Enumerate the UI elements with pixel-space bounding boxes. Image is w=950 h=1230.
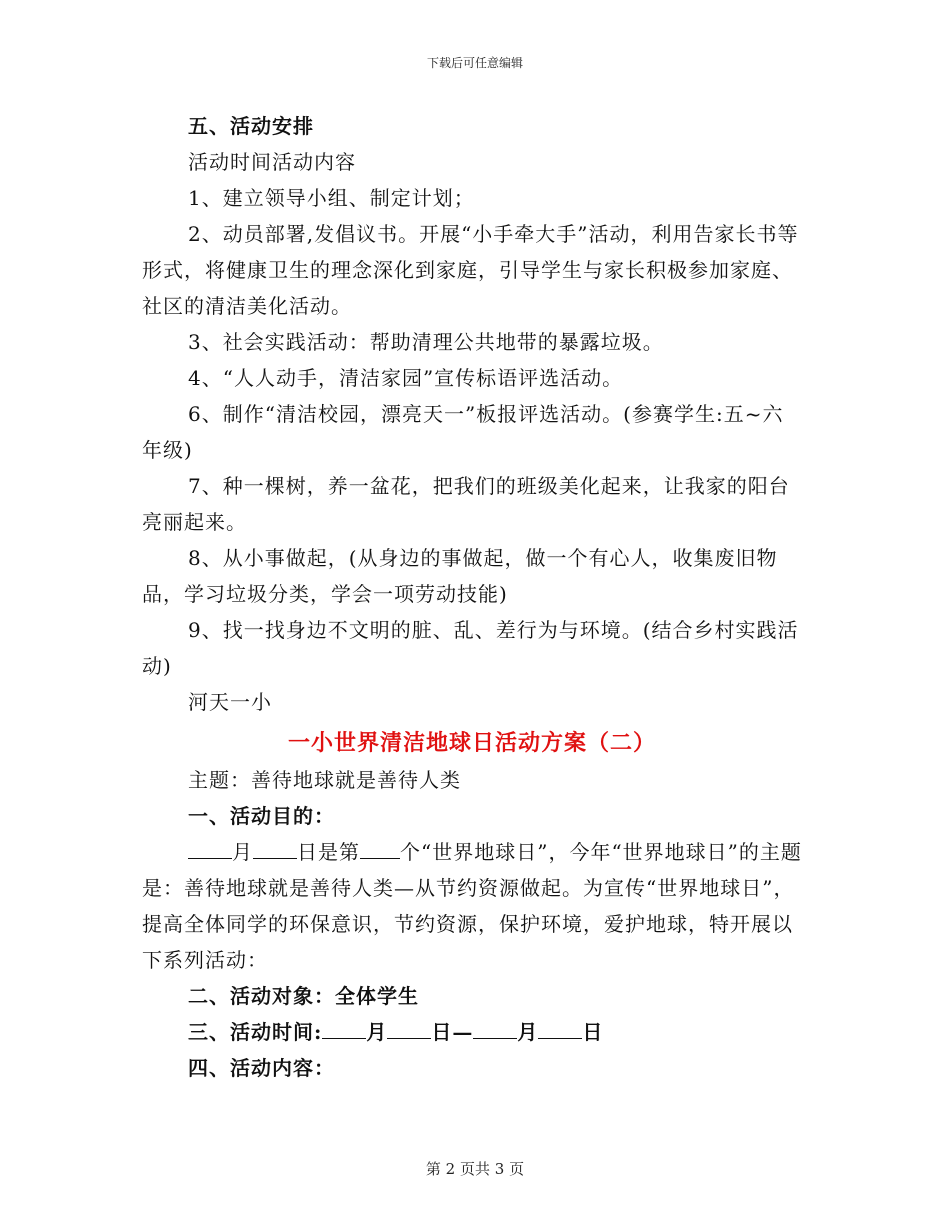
- document-title: 一小世界清洁地球日活动方案（二）: [287, 730, 656, 756]
- blank-field: [188, 836, 232, 859]
- list-item: 6、制作“清洁校园，漂亮天一”板报评选活动。(参赛学生:五~六年级): [142, 402, 784, 462]
- blank-field: [322, 1016, 366, 1039]
- list-item: 2、动员部署,发倡议书。开展“小手牵大手”活动，利用告家长书等形式，将健康卫生的理念深化到家庭，引导学生与家长积极参加家庭、社区的清洁美化活动。: [142, 222, 799, 318]
- goal-heading: 一、活动目的：: [188, 804, 335, 828]
- goal-text: 月: [232, 840, 253, 864]
- goal-text: 个“世界地球日”，今年“世界地球日”的主题是：善待地球就是善待人类—从节约资源做起。为宣传“世界地球日”，提高全体同学的环保意识，节约资源，保护环境，爱护地球，特开展以下系列活动：: [142, 840, 802, 972]
- document-body: [142, 108, 802, 1086]
- blank-field: [473, 1016, 517, 1039]
- blank-field: [253, 836, 297, 859]
- list-item: 7、种一棵树，养一盆花，把我们的班级美化起来，让我家的阳台亮丽起来。: [142, 474, 790, 534]
- time-text: 月: [366, 1020, 388, 1044]
- blank-field: [538, 1016, 582, 1039]
- content-heading: 四、活动内容：: [188, 1056, 335, 1080]
- goal-paragraph: [142, 834, 802, 978]
- list-item: 3、社会实践活动：帮助清理公共地带的暴露垃圾。: [188, 330, 664, 354]
- goal-text: 日是第: [297, 840, 360, 864]
- target-line: 二、活动对象：全体学生: [188, 984, 419, 1008]
- section-heading: 五、活动安排: [188, 114, 314, 138]
- page-footer: 第 2 页共 3 页: [425, 1160, 525, 1178]
- time-label: 三、活动时间:: [188, 1020, 323, 1044]
- blank-field: [387, 1016, 431, 1039]
- page-header: 下载后可任意编辑: [426, 56, 523, 70]
- time-text: 日—: [431, 1020, 474, 1044]
- list-item: 9、找一找身边不文明的脏、乱、差行为与环境。(结合乡村实践活动): [142, 618, 799, 678]
- time-text: 日: [582, 1020, 604, 1044]
- list-item: 1、建立领导小组、制定计划；: [188, 186, 475, 210]
- time-text: 月: [517, 1020, 539, 1044]
- theme-line: 主题：善待地球就是善待人类: [188, 768, 461, 792]
- signature: 河天一小: [188, 690, 272, 714]
- list-item: 4、“人人动手，清洁家园”宣传标语评选活动。: [188, 366, 624, 390]
- section-subheading: 活动时间活动内容: [188, 150, 356, 174]
- list-item: 8、从小事做起，(从身边的事做起，做一个有心人，收集废旧物品，学习垃圾分类，学会一项劳动技能): [142, 546, 778, 606]
- time-line: [142, 1014, 802, 1050]
- blank-field: [360, 836, 400, 859]
